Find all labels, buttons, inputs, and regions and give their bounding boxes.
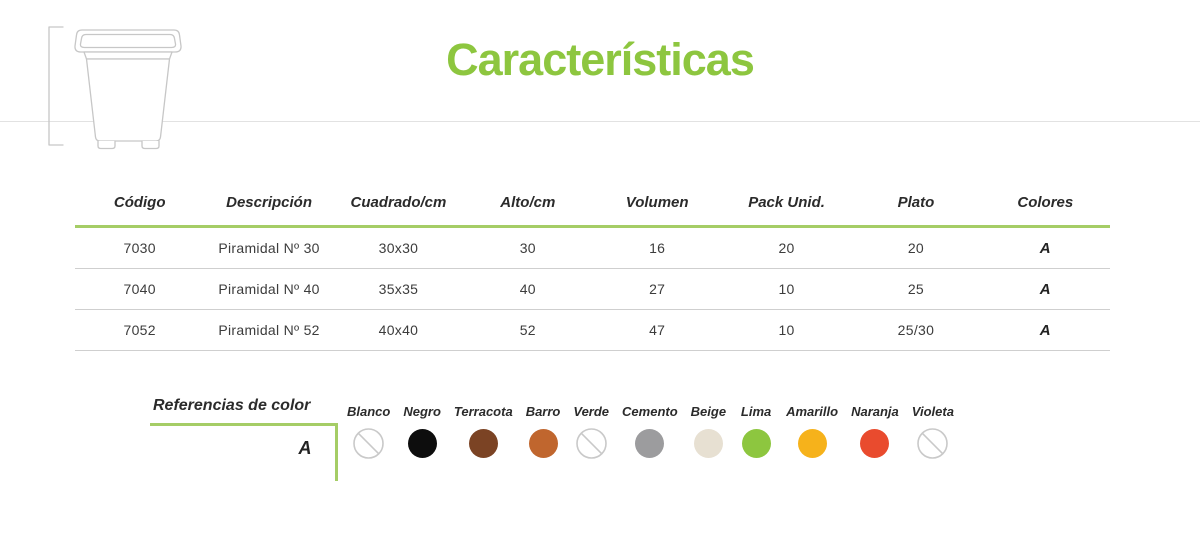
table-cell: 35x35 (378, 281, 419, 297)
color-swatch-lima (739, 404, 773, 459)
table-cell: 40 (519, 281, 536, 297)
color-unavailable-icon (576, 428, 607, 459)
swatch-label: Terracota (453, 404, 513, 419)
table-cell: A (1039, 280, 1051, 298)
page-title: Características (446, 34, 754, 85)
table-cell: 7040 (123, 281, 156, 297)
table-cell: 30 (519, 240, 536, 256)
color-references-label: Referencias de color (153, 397, 311, 414)
color-unavailable-icon (353, 428, 384, 459)
swatch-label: Lima (740, 404, 772, 419)
table-cell: 25 (907, 281, 925, 297)
table-row (75, 228, 1110, 269)
color-circle-icon (634, 428, 665, 459)
color-swatch-cemento (622, 404, 678, 459)
table-cell: 25/30 (897, 322, 935, 338)
swatch-row (347, 404, 954, 459)
column-header: Pack Unid. (748, 193, 825, 211)
table-cell: 7030 (123, 240, 156, 256)
table-cell: 40x40 (378, 322, 419, 338)
color-swatch-violeta (912, 404, 954, 459)
swatch-label: Beige (690, 404, 727, 419)
swatch-label: Cemento (622, 404, 678, 419)
swatch-label: Violeta (911, 404, 954, 419)
table-cell: A (1039, 321, 1051, 339)
table-cell: Piramidal Nº 40 (218, 281, 320, 297)
table-row (75, 269, 1110, 310)
color-circle-icon (528, 428, 559, 459)
table-cell: 7052 (123, 322, 156, 338)
color-circle-icon (468, 428, 499, 459)
color-circle-icon (693, 428, 724, 459)
spec-table (75, 179, 1110, 351)
color-swatch-amarillo (786, 404, 838, 459)
color-swatch-verde (573, 404, 609, 459)
table-cell: 16 (649, 240, 666, 256)
swatch-label: Naranja (851, 404, 899, 419)
color-swatch-terracota (454, 404, 513, 459)
swatch-label: Barro (525, 404, 561, 419)
color-group-label: A (298, 438, 312, 458)
column-header: Alto/cm (500, 193, 556, 211)
table-cell: Piramidal Nº 30 (218, 240, 320, 256)
color-circle-icon (797, 428, 828, 459)
color-swatch-negro (403, 404, 441, 459)
table-cell: 52 (519, 322, 536, 338)
column-header: Código (113, 193, 166, 211)
color-swatch-naranja (851, 404, 899, 459)
table-cell: 20 (778, 240, 795, 256)
column-header: Descripción (226, 193, 312, 211)
swatch-label: Blanco (347, 404, 391, 419)
swatch-label: Amarillo (786, 404, 839, 419)
color-swatch-barro (526, 404, 561, 459)
table-cell: 27 (649, 281, 666, 297)
swatch-label: Negro (403, 404, 441, 419)
color-circle-icon (741, 428, 772, 459)
table-cell: Piramidal Nº 52 (218, 322, 320, 338)
column-header: Colores (1017, 193, 1074, 211)
color-unavailable-icon (917, 428, 948, 459)
color-circle-icon (407, 428, 438, 459)
table-body (75, 228, 1110, 351)
swatch-label: Verde (573, 404, 610, 419)
color-swatch-blanco (347, 404, 390, 459)
table-cell: 47 (649, 322, 666, 338)
color-circle-icon (859, 428, 890, 459)
column-header: Volumen (625, 193, 689, 211)
table-cell: 30x30 (378, 240, 419, 256)
color-swatch-beige (691, 404, 726, 459)
column-header: Plato (897, 193, 935, 211)
table-cell: 10 (778, 322, 795, 338)
table-cell: 10 (778, 281, 795, 297)
column-header: Cuadrado/cm (350, 193, 447, 211)
table-row (75, 310, 1110, 351)
table-header-row (75, 179, 1110, 228)
table-cell: A (1039, 239, 1051, 257)
table-cell: 20 (907, 240, 925, 256)
